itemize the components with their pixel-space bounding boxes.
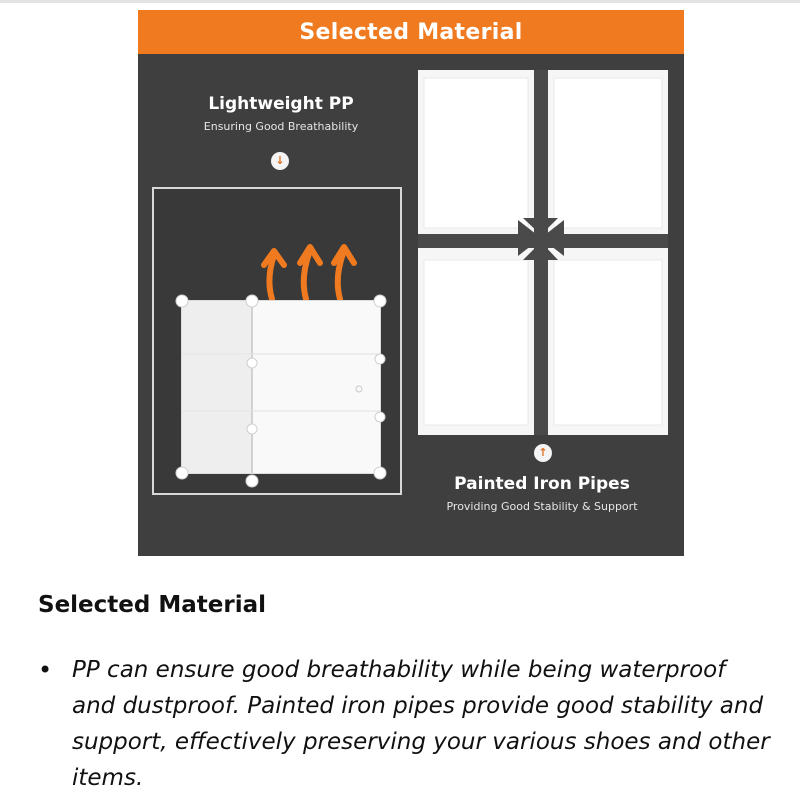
top-divider xyxy=(0,0,800,3)
bullet-text: PP can ensure good breathability while being waterproof and dustproof. Painted iron pipes provide good stability and support, effectively preserving your various shoes and other items. xyxy=(72,657,770,791)
list-item xyxy=(38,652,770,796)
product-image[interactable] xyxy=(138,10,684,556)
description-list xyxy=(38,652,770,796)
bullet-icon: • xyxy=(38,656,53,684)
arrow-down-circle-icon: ↓ xyxy=(271,152,289,170)
feature-lightweight-pp xyxy=(150,94,412,133)
feature-painted-iron-pipes xyxy=(420,474,664,513)
feature-pp-title: Lightweight PP xyxy=(208,94,354,114)
banner-title: Selected Material xyxy=(299,19,523,45)
iron-pipe-closeup xyxy=(418,70,668,435)
cabinet-illustration xyxy=(154,189,400,493)
banner-header xyxy=(138,10,684,54)
feature-iron-subtitle: Providing Good Stability & Support xyxy=(446,500,638,513)
pipe-illustration xyxy=(418,70,668,435)
feature-pp-subtitle: Ensuring Good Breathability xyxy=(203,120,359,133)
cabinet-photo xyxy=(152,187,402,495)
arrow-up-circle-icon: ↑ xyxy=(534,444,552,462)
airflow-arrows-icon xyxy=(264,247,354,299)
description-heading: Selected Material xyxy=(38,592,266,618)
feature-iron-title: Painted Iron Pipes xyxy=(454,474,630,494)
